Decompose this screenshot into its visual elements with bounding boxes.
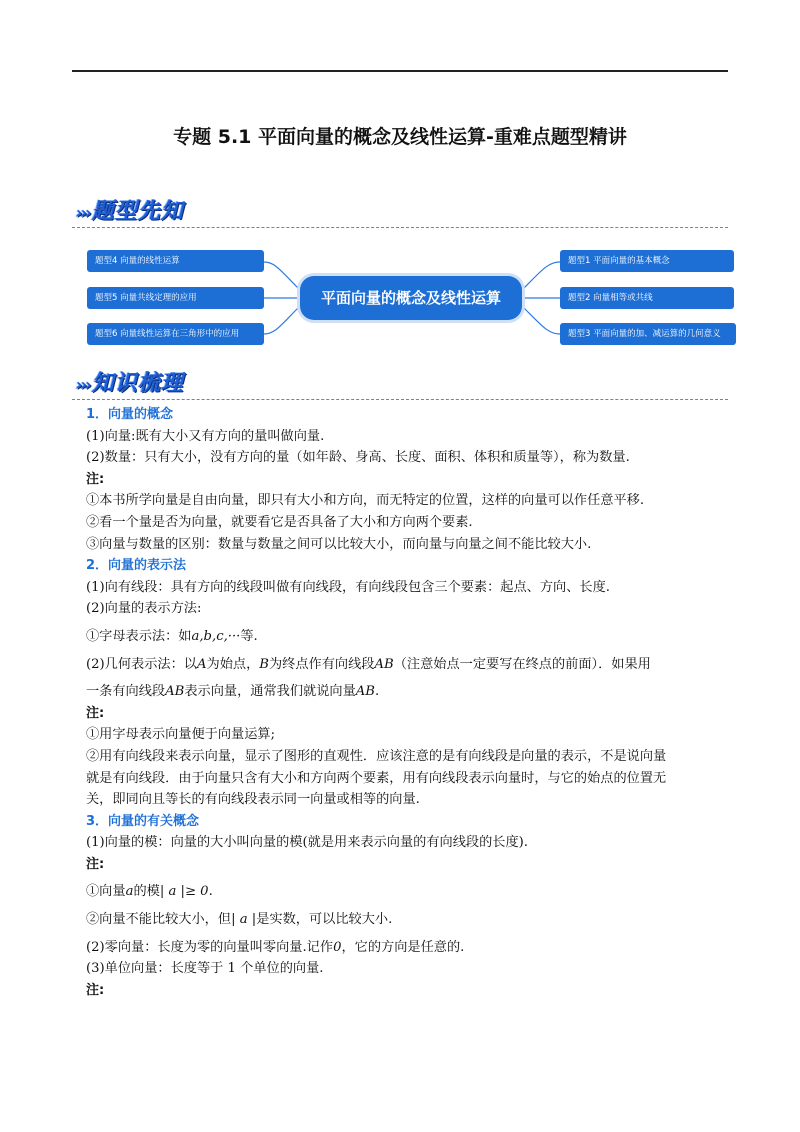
page-title: 专题 5.1 平面向量的概念及线性运算-重难点题型精讲 — [173, 126, 627, 148]
banner-divider — [72, 227, 728, 228]
paragraph: (2)数量：只有大小，没有方向的量（如年龄、身高、长度、面积、体积和质量等），称为数量. — [86, 450, 630, 466]
paragraph: 关，即同向且等长的有向线段表示同一向量或相等的向量. — [86, 792, 420, 808]
header-rule — [72, 70, 728, 72]
note-label: 注: — [86, 471, 105, 487]
paragraph: ②向量不能比较大小，但| a |是实数，可以比较大小. — [86, 912, 393, 928]
vector-ab: AB — [374, 656, 394, 672]
paragraph: (1)向量:既有大小又有方向的量叫做向量. — [86, 428, 325, 444]
paragraph: ②看一个量是否为向量，就要看它是否具备了大小和方向两个要素. — [86, 514, 473, 530]
banner-arrows-icon: ››› — [76, 375, 90, 394]
paragraph: (1)向有线段：具有方向的线段叫做有向线段，有向线段包含三个要素：起点、方向、长度. — [86, 579, 610, 595]
zero-vector: 0 — [333, 939, 342, 955]
section-heading-3: 3．向量的有关概念 — [86, 813, 200, 829]
paragraph: ①字母表示法：如a,b,c,···等. — [86, 628, 258, 644]
paragraph: ①本书所学向量是自由向量，即只有大小和方向，而无特定的位置，这样的向量可以作任意平移. — [86, 493, 645, 509]
paragraph: ③向量与数量的区别：数量与数量之间可以比较大小，而向量与向量之间不能比较大小. — [86, 536, 592, 552]
mindmap-node-topic-5[interactable]: 题型5 向量共线定理的应用 — [87, 287, 264, 309]
vector-letters: a,b,c,··· — [191, 628, 241, 644]
mindmap-center-node[interactable]: 平面向量的概念及线性运算 — [300, 276, 522, 320]
section-banner-knowledge — [72, 366, 728, 400]
vector-magnitude: | a |≥ 0 — [159, 884, 209, 900]
paragraph: ①向量a的模| a |≥ 0. — [86, 884, 213, 900]
banner-arrows-icon: ››› — [76, 203, 90, 222]
paragraph: (3)单位向量：长度等于 1 个单位的向量. — [86, 961, 324, 977]
paragraph: (2)向量的表示方法: — [86, 601, 202, 617]
vector-ab: AB — [165, 684, 185, 700]
mindmap-node-topic-4[interactable]: 题型4 向量的线性运算 — [87, 250, 264, 272]
paragraph: (2)几何表示法：以A为始点，B为终点作有向线段AB（注意始点一定要写在终点的前面）．如果用 — [86, 656, 651, 672]
mindmap-node-topic-3[interactable]: 题型3 平面向量的加、减运算的几何意义 — [560, 323, 736, 345]
banner-title: ›››知识梳理 — [76, 371, 184, 396]
section-heading-2: 2．向量的表示法 — [86, 558, 187, 574]
paragraph: 就是有向线段．由于向量只含有大小和方向两个要素，用有向线段表示向量时，与它的始点的位置无 — [86, 770, 667, 786]
note-label: 注: — [86, 856, 105, 872]
paragraph: (2)零向量：长度为零的向量叫零向量.记作0，它的方向是任意的. — [86, 939, 465, 955]
mindmap-node-topic-6[interactable]: 题型6 向量线性运算在三角形中的应用 — [87, 323, 264, 345]
section-heading-1: 1．向量的概念 — [86, 407, 174, 422]
section-banner-overview — [72, 194, 728, 228]
vector-a: a — [125, 884, 134, 900]
paragraph: ①用字母表示向量便于向量运算; — [86, 727, 276, 743]
vector-ab: AB — [355, 684, 375, 700]
paragraph: 一条有向线段AB表示向量，通常我们就说向量AB. — [86, 684, 380, 700]
note-label: 注: — [86, 982, 105, 998]
paragraph: (1)向量的模：向量的大小叫向量的模(就是用来表示向量的有向线段的长度). — [86, 835, 528, 851]
banner-divider — [72, 399, 728, 400]
banner-title: ›››题型先知 — [76, 199, 184, 224]
note-label: 注: — [86, 705, 105, 721]
mindmap-node-topic-2[interactable]: 题型2 向量相等或共线 — [560, 287, 734, 309]
knowledge-content — [86, 404, 736, 1001]
mindmap-node-topic-1[interactable]: 题型1 平面向量的基本概念 — [560, 250, 734, 272]
vector-magnitude: | a | — [231, 912, 257, 928]
paragraph: ②用有向线段来表示向量，显示了图形的直观性．应该注意的是有向线段是向量的表示，不是说向量 — [86, 748, 667, 764]
